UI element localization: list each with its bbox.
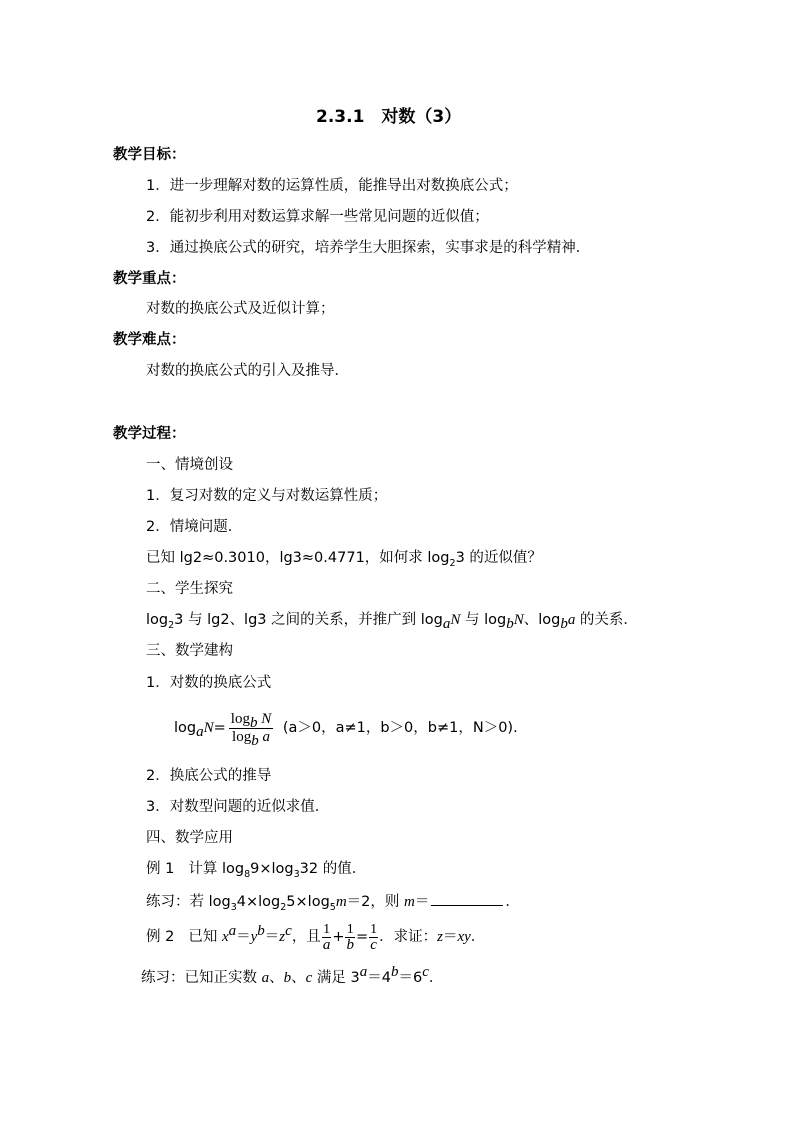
section-3-item-1: 1．对数的换底公式 — [146, 675, 272, 691]
objective-2: 2．能初步利用对数运算求解一些常见问题的近似值； — [146, 209, 489, 225]
answer-blank — [431, 904, 503, 906]
section-3-item-3: 3．对数型问题的近似求值． — [146, 799, 330, 815]
section-3-title: 三、数学建构 — [146, 643, 233, 659]
section-1-item-1: 1．复习对数的定义与对数运算性质； — [146, 488, 388, 504]
exploration-text: $\log_23$ 与 lg2、lg3 之间的关系，并推广到 $\log_aN$ 与 $\log_bN$、$\log_ba$ 的关系． — [146, 612, 638, 632]
difficulties-heading: 教学难点： — [113, 332, 186, 348]
process-heading: 教学过程： — [113, 426, 186, 442]
section-1-title: 一、情境创设 — [146, 457, 233, 473]
formula-fraction: $\frac{\log_b N}{\log_b a}$ — [230, 710, 272, 749]
example-2: 例 2 已知 $x^a=y^b=z^c$，且 $\frac{1}{a}$ + $\frac{1}{b}$ = $\frac{1}{c}$ ．求证：z＝xy． — [146, 921, 486, 953]
key-points-text: 对数的换底公式及近似计算； — [146, 301, 335, 317]
objective-1: 1．进一步理解对数的运算性质，能推导出对数换底公式； — [146, 178, 518, 194]
situation-question: 已知 lg2≈0.3010，lg3≈0.4771，如何求 $\log_23$ 的近似值？ — [146, 550, 542, 569]
section-2-title: 二、学生探究 — [146, 581, 233, 597]
objective-3: 3．通过换底公式的研究，培养学生大胆探索，实事求是的科学精神． — [146, 240, 591, 256]
practice-1: 练习：若 $\log_34\times\log_25\times\log_5m=2$，则 m＝ ． — [146, 894, 520, 913]
section-4-title: 四、数学应用 — [146, 830, 233, 846]
difficulties-text: 对数的换底公式的引入及推导． — [146, 363, 349, 379]
section-1-item-2: 2．情境问题． — [146, 519, 243, 535]
fraction-1-over-c: $\frac{1}{c}$ — [370, 921, 378, 953]
fraction-1-over-b: $\frac{1}{b}$ — [346, 921, 354, 953]
practice-2: 练习：已知正实数 a、b、c 满足 $3^a=4^b=6^c$． — [141, 964, 444, 986]
change-of-base-formula: $\log_aN=$ $\frac{\log_b N}{\log_b a}$ (a＞0，a≠1，b＞0，b≠1，N＞0). — [174, 710, 518, 749]
key-points-heading: 教学重点： — [113, 271, 186, 287]
section-3-item-2: 2．换底公式的推导 — [146, 768, 272, 784]
page-title: 2.3.1 对数（3） — [316, 107, 462, 127]
fraction-1-over-a: $\frac{1}{a}$ — [322, 921, 331, 953]
example-1: 例 1 计算 $\log_89\times\log_332$ 的值． — [146, 861, 367, 880]
objectives-heading: 教学目标： — [113, 147, 186, 163]
